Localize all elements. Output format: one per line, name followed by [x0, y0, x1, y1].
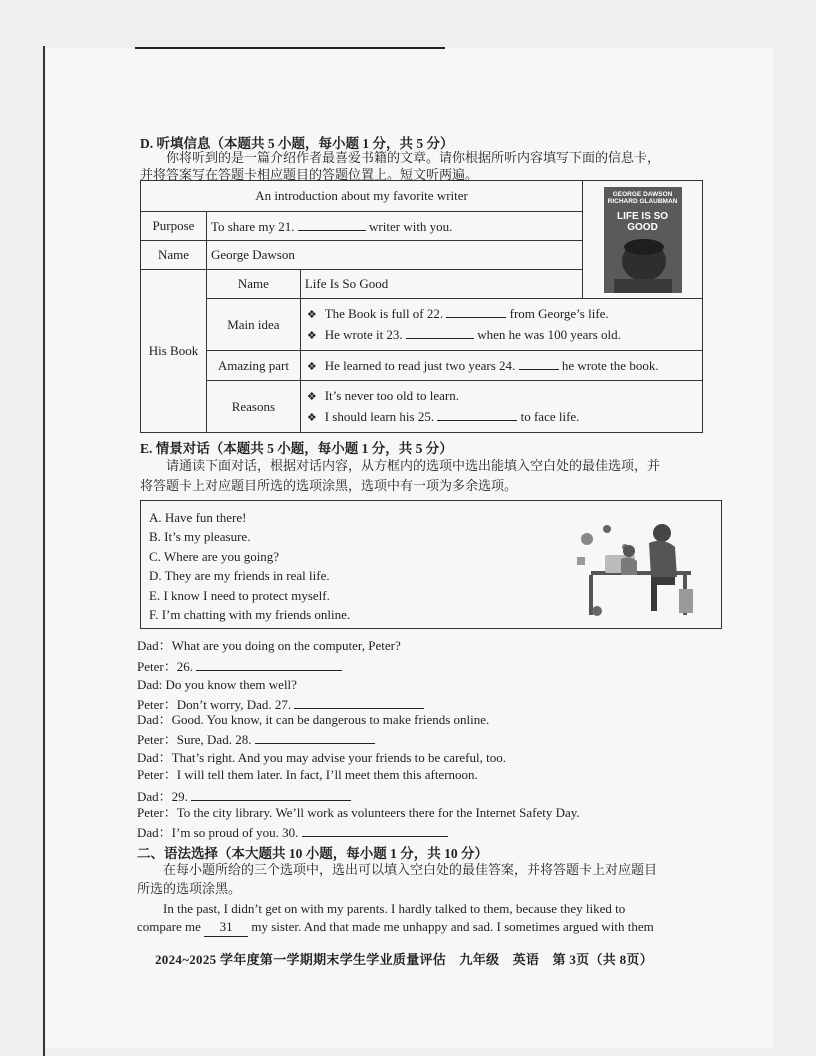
book-cover-image [604, 187, 682, 293]
blank-29[interactable] [191, 788, 351, 801]
blank-26[interactable] [196, 658, 342, 671]
blank-27[interactable] [294, 696, 424, 709]
book-name-value: Life Is So Good [300, 270, 582, 299]
purpose-value: To share my 21. writer with you. [206, 212, 582, 241]
name-label: Name [141, 241, 207, 270]
dialogue-line-11: Dad：I’m so proud of you. 30. [137, 824, 448, 841]
blank-28[interactable] [255, 731, 375, 744]
dialogue-line-4: Peter：Don’t worry, Dad. 27. [137, 696, 424, 713]
option-b[interactable]: B. It’s my pleasure. [149, 529, 251, 544]
name-value: George Dawson [206, 241, 582, 270]
grammar-heading: 二、语法选择（本大题共 10 小题，每小题 1 分，共 10 分） [137, 846, 488, 861]
book-cover-cell [583, 181, 703, 299]
amazing-part-value: ❖ He learned to read just two years 24. he wrote the book. [300, 351, 702, 381]
book-cover-portrait [604, 187, 682, 293]
section-e-instruction-1: 请通读下面对话，根据对话内容，从方框内的选项中选出能填入空白处的最佳选项，并 [166, 458, 661, 473]
section-d-instruction-2: 并将答案写在答题卡相应题目的答题位置上。短文听两遍。 [140, 167, 479, 182]
dialogue-line-7: Dad：That’s right. And you may advise your friends to be careful, too. [137, 750, 506, 765]
main-idea-value: ❖ The Book is full of 22. from George’s life. ❖ He wrote it 23. when he was 100 years old. [300, 299, 702, 351]
book-cover-authors: GEORGE DAWSON RICHARD GLAUBMAN [607, 190, 678, 205]
dialogue-line-5: Dad：Good. You know, it can be dangerous to make friends online. [137, 712, 490, 727]
option-a[interactable]: A. Have fun there! [149, 510, 247, 525]
dialogue-line-3: Dad: Do you know them well? [137, 677, 297, 692]
his-book-label: His Book [141, 270, 207, 433]
main-idea-label: Main idea [206, 299, 300, 351]
parent-child-computer-illustration [567, 519, 703, 617]
grammar-paragraph-line-2: compare me 31 my sister. And that made me unhappy and sad. I sometimes argued with them [137, 918, 654, 937]
blank-24[interactable] [519, 357, 559, 370]
purpose-label: Purpose [141, 212, 207, 241]
grammar-instruction-2: 所选的选项涂黑。 [137, 881, 242, 896]
blank-25[interactable] [437, 408, 517, 421]
grammar-instruction-1: 在每小题所给的三个选项中，选出可以填入空白处的最佳答案，并将答题卡上对应题目 [163, 862, 658, 877]
option-e[interactable]: E. I know I need to protect myself. [149, 588, 330, 603]
section-e-instruction-2: 将答题卡上对应题目所选的选项涂黑，选项中有一项为多余选项。 [140, 478, 518, 493]
dialogue-line-8: Peter：I will tell them later. In fact, I’ll meet them this afternoon. [137, 767, 478, 782]
dialogue-line-9: Dad：29. [137, 788, 351, 805]
blank-23[interactable] [406, 326, 474, 339]
dialogue-line-2: Peter：26. [137, 658, 342, 675]
grammar-paragraph-line-1: In the past, I didn’t get on with my parents. I hardly talked to them, because they liked to [163, 901, 626, 916]
blank-31[interactable]: 31 [204, 918, 248, 937]
option-d[interactable]: D. They are my friends in real life. [149, 568, 330, 583]
reasons-value: ❖ It’s never too old to learn. ❖ I should learn his 25. to face life. [300, 381, 702, 433]
top-rule [135, 47, 445, 49]
book-cover-title: LIFE IS SO GOOD [616, 210, 669, 233]
option-f[interactable]: F. I’m chatting with my friends online. [149, 607, 351, 622]
dialogue-line-10: Peter：To the city library. We’ll work as volunteers there for the Internet Safety Day. [137, 805, 580, 820]
dialogue-line-6: Peter：Sure, Dad. 28. [137, 731, 375, 748]
blank-21[interactable] [298, 218, 366, 231]
options-box [140, 500, 722, 629]
section-d-heading: D. 听填信息（本题共 5 小题，每小题 1 分，共 5 分） [140, 136, 454, 151]
option-c[interactable]: C. Where are you going? [149, 549, 280, 564]
section-e-heading: E. 情景对话（本题共 5 小题，每小题 1 分，共 5 分） [140, 441, 453, 456]
blank-22[interactable] [446, 305, 506, 318]
binding-edge-line [43, 46, 45, 1056]
info-card-table [140, 180, 703, 433]
reasons-label: Reasons [206, 381, 300, 433]
section-d-instruction-1: 你将听到的是一篇介绍作者最喜爱书籍的文章。请你根据所听内容填写下面的信息卡， [166, 150, 661, 165]
card-title: An introduction about my favorite writer [141, 181, 583, 212]
amazing-part-label: Amazing part [206, 351, 300, 381]
book-name-label: Name [206, 270, 300, 299]
blank-30[interactable] [302, 824, 448, 837]
page-footer: 2024~2025 学年度第一学期期末学生学业质量评估 九年级 英语 第 3页（共 8页） [155, 952, 654, 967]
dialogue-line-1: Dad：What are you doing on the computer, Peter? [137, 638, 401, 653]
